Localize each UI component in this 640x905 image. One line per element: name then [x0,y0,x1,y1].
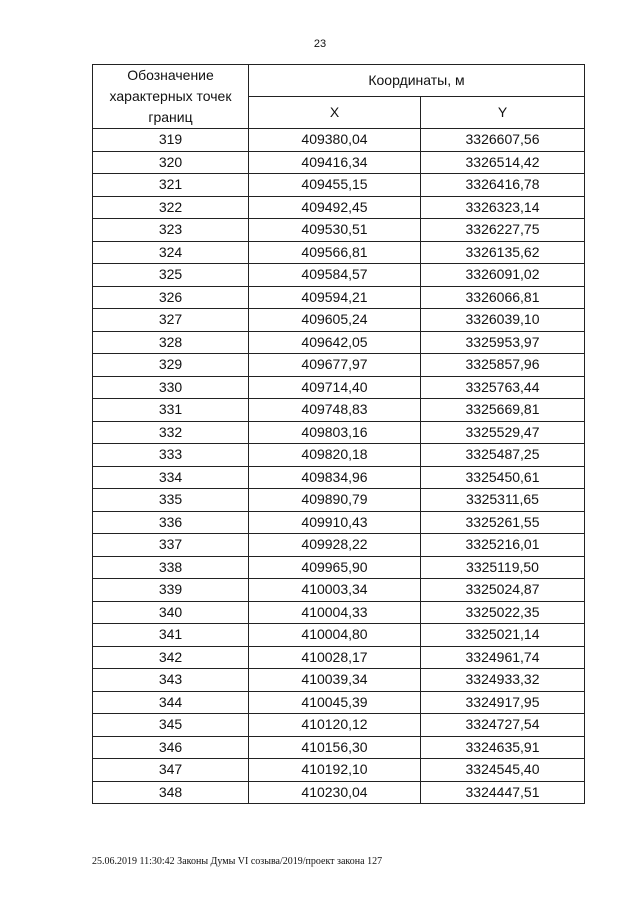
point-cell: 329 [93,354,249,377]
y-cell: 3325450,61 [421,466,585,489]
point-cell: 335 [93,489,249,512]
point-cell: 322 [93,196,249,219]
x-cell: 409492,45 [249,196,421,219]
point-cell: 344 [93,691,249,714]
x-cell: 409530,51 [249,219,421,242]
y-cell: 3326323,14 [421,196,585,219]
table-row [93,534,585,557]
y-cell: 3325261,55 [421,511,585,534]
y-cell: 3326607,56 [421,129,585,152]
x-cell: 410192,10 [249,759,421,782]
table-row [93,781,585,804]
point-cell: 340 [93,601,249,624]
table-row [93,331,585,354]
y-cell: 3326039,10 [421,309,585,332]
table-row [93,174,585,197]
x-cell: 410028,17 [249,646,421,669]
x-cell: 410039,34 [249,669,421,692]
y-cell: 3326135,62 [421,241,585,264]
point-cell: 327 [93,309,249,332]
table-row [93,579,585,602]
table-row [93,736,585,759]
y-cell: 3325529,47 [421,421,585,444]
table-row [93,264,585,287]
x-cell: 409584,57 [249,264,421,287]
table-row [93,309,585,332]
table-row [93,466,585,489]
y-cell: 3324545,40 [421,759,585,782]
y-cell: 3324961,74 [421,646,585,669]
x-cell: 410004,80 [249,624,421,647]
table-row [93,669,585,692]
table-row [93,286,585,309]
point-cell: 342 [93,646,249,669]
table-row [93,624,585,647]
x-cell: 409594,21 [249,286,421,309]
table-row [93,556,585,579]
table-row [93,601,585,624]
x-cell: 409677,97 [249,354,421,377]
x-cell: 410230,04 [249,781,421,804]
point-cell: 320 [93,151,249,174]
point-cell: 321 [93,174,249,197]
x-cell: 409642,05 [249,331,421,354]
x-cell: 409834,96 [249,466,421,489]
point-cell: 348 [93,781,249,804]
x-cell: 409910,43 [249,511,421,534]
point-cell: 325 [93,264,249,287]
x-column-header: X [249,97,421,129]
y-cell: 3326066,81 [421,286,585,309]
y-cell: 3325763,44 [421,376,585,399]
coordinates-column-header: Координаты, м [249,65,585,97]
y-cell: 3324447,51 [421,781,585,804]
table-row [93,489,585,512]
x-cell: 409714,40 [249,376,421,399]
y-cell: 3325216,01 [421,534,585,557]
y-cell: 3325953,97 [421,331,585,354]
point-cell: 334 [93,466,249,489]
y-cell: 3325022,35 [421,601,585,624]
x-cell: 409416,34 [249,151,421,174]
table-row [93,151,585,174]
point-cell: 338 [93,556,249,579]
table-row [93,759,585,782]
table-row [93,219,585,242]
y-cell: 3324933,32 [421,669,585,692]
table-row [93,421,585,444]
point-cell: 337 [93,534,249,557]
table-row [93,646,585,669]
table-row [93,691,585,714]
x-cell: 410156,30 [249,736,421,759]
point-cell: 341 [93,624,249,647]
point-cell: 339 [93,579,249,602]
table-row [93,354,585,377]
point-cell: 331 [93,399,249,422]
point-cell: 332 [93,421,249,444]
y-cell: 3326416,78 [421,174,585,197]
table-body [93,129,585,804]
y-cell: 3324917,95 [421,691,585,714]
point-cell: 347 [93,759,249,782]
x-cell: 409965,90 [249,556,421,579]
point-cell: 323 [93,219,249,242]
document-footer: 25.06.2019 11:30:42 Законы Думы VI созыва/2019/проект закона 127 [92,856,383,867]
point-column-header: Обозначение характерных точек границ [93,65,249,129]
x-cell: 409566,81 [249,241,421,264]
table-header [93,65,585,129]
y-cell: 3325311,65 [421,489,585,512]
y-cell: 3325487,25 [421,444,585,467]
table-row [93,714,585,737]
table-row [93,241,585,264]
table-row [93,511,585,534]
point-cell: 346 [93,736,249,759]
y-cell: 3324635,91 [421,736,585,759]
y-cell: 3325024,87 [421,579,585,602]
y-cell: 3324727,54 [421,714,585,737]
x-cell: 410003,34 [249,579,421,602]
point-cell: 343 [93,669,249,692]
y-column-header: Y [421,97,585,129]
y-cell: 3326091,02 [421,264,585,287]
y-cell: 3326514,42 [421,151,585,174]
x-cell: 409455,15 [249,174,421,197]
x-cell: 409748,83 [249,399,421,422]
point-cell: 324 [93,241,249,264]
page-number: 23 [313,38,327,50]
point-cell: 330 [93,376,249,399]
x-cell: 409803,16 [249,421,421,444]
y-cell: 3326227,75 [421,219,585,242]
point-cell: 328 [93,331,249,354]
table-row [93,444,585,467]
y-cell: 3325119,50 [421,556,585,579]
point-cell: 345 [93,714,249,737]
x-cell: 409380,04 [249,129,421,152]
table-row [93,376,585,399]
x-cell: 410045,39 [249,691,421,714]
table-row [93,399,585,422]
x-cell: 409820,18 [249,444,421,467]
table-row [93,196,585,219]
x-cell: 409605,24 [249,309,421,332]
x-cell: 410004,33 [249,601,421,624]
x-cell: 409928,22 [249,534,421,557]
y-cell: 3325857,96 [421,354,585,377]
point-cell: 319 [93,129,249,152]
point-cell: 326 [93,286,249,309]
point-cell: 333 [93,444,249,467]
point-cell: 336 [93,511,249,534]
coordinates-table [92,64,585,804]
y-cell: 3325021,14 [421,624,585,647]
y-cell: 3325669,81 [421,399,585,422]
x-cell: 409890,79 [249,489,421,512]
table-row [93,129,585,152]
x-cell: 410120,12 [249,714,421,737]
